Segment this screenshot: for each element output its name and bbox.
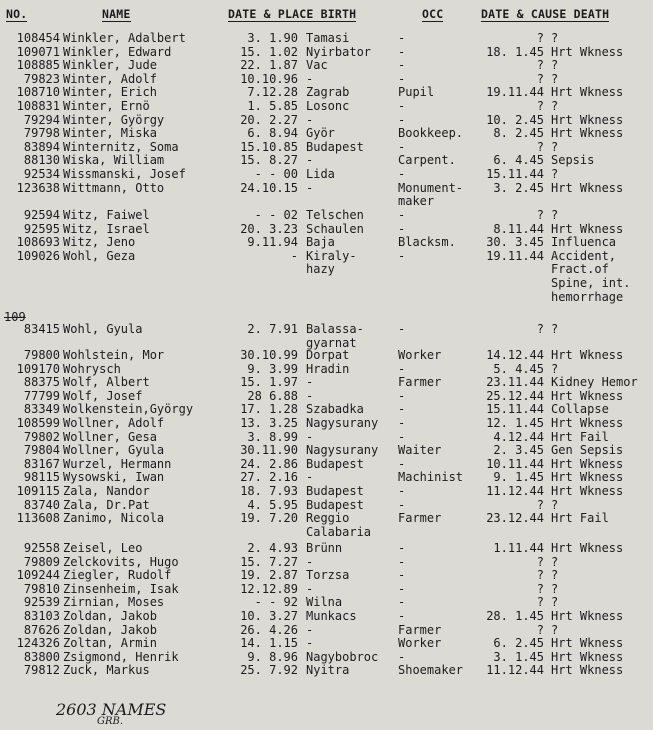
record-death-date: ?	[536, 322, 544, 336]
record-death-date: ?	[536, 31, 544, 45]
record-occupation: -	[398, 484, 406, 498]
record-birth-date: 2. 7.91	[247, 322, 298, 336]
record-number: 108599	[16, 416, 60, 430]
record-death-date: 9. 1.45	[493, 470, 544, 485]
record-death-date: 8. 2.45	[493, 126, 544, 141]
record-number: 92539	[23, 595, 60, 610]
record-number: 83103	[23, 609, 60, 623]
record-number: 88375	[23, 375, 60, 390]
record-cause-of-death: ?	[551, 167, 559, 181]
record-cause-of-death: Hrt Fail	[551, 511, 609, 526]
record-cause-of-death: Sepsis	[551, 153, 595, 168]
record-number: 92534	[23, 167, 60, 181]
record-birth-place: -	[306, 375, 314, 390]
record-death-date: 2. 3.45	[493, 443, 544, 458]
record-number: 87626	[23, 622, 60, 637]
record-birth-date: 28 6.88	[247, 388, 298, 403]
record-cause-of-death: Hrt Wkness	[551, 541, 624, 555]
header-name: NAME	[102, 7, 131, 21]
record-occupation: -	[398, 208, 406, 222]
record-birth-date: 3. 1.90	[247, 31, 298, 45]
record-death-date: 8.11.44	[493, 221, 544, 236]
record-birth-date: 20. 2.27	[240, 112, 298, 127]
record-birth-place: hazy	[306, 262, 335, 277]
record-occupation: -	[398, 554, 406, 569]
record-occupation: Machinist	[398, 470, 464, 485]
record-birth-date: 7.12.28	[247, 85, 298, 100]
record-cause-of-death: Hrt Wkness	[551, 85, 624, 100]
record-birth-place: Budapest	[306, 456, 364, 471]
record-occupation: -	[398, 581, 406, 596]
record-occupation: Farmer	[398, 375, 442, 390]
record-name: Zeisel, Leo	[63, 541, 143, 555]
record-name: Zsigmond, Henrik	[63, 649, 179, 664]
record-occupation: -	[398, 361, 406, 376]
record-number: 79804	[23, 443, 60, 458]
record-number: 79798	[23, 126, 60, 141]
record-name: Zanimo, Nicola	[63, 511, 165, 526]
record-cause-of-death: Hrt Wkness	[551, 180, 624, 195]
record-death-date: 23.12.44	[486, 511, 544, 526]
record-birth-place: Györ	[306, 126, 335, 141]
record-birth-place: -	[306, 581, 314, 596]
handwritten-total: 2603 NAMES	[56, 700, 167, 719]
record-number: 79800	[23, 348, 60, 362]
record-name: Winternitz, Soma	[63, 139, 179, 154]
record-birth-date: 15. 7.27	[240, 554, 298, 569]
record-name: Zuck, Markus	[63, 663, 150, 678]
record-number: 109115	[16, 484, 60, 498]
record-birth-place: Balassa-	[306, 322, 364, 336]
record-birth-date: 19. 7.20	[240, 511, 298, 526]
record-name: Wohl, Gyula	[63, 322, 143, 336]
record-cause-of-death: Hrt Wkness	[551, 649, 624, 664]
record-birth-date: 9. 8.96	[247, 649, 298, 664]
record-number: 109026	[16, 248, 60, 263]
record-name: Winter, Miska	[63, 126, 157, 141]
record-occupation: Pupil	[398, 85, 435, 100]
record-birth-date: -	[290, 248, 298, 263]
record-occupation: -	[398, 541, 406, 555]
record-birth-place: Budapest	[306, 484, 364, 498]
header-no: NO.	[6, 7, 28, 21]
record-occupation: Shoemaker	[398, 663, 464, 678]
record-number: 79812	[23, 663, 60, 678]
record-name: Wohlstein, Mor	[63, 348, 165, 362]
record-cause-of-death: ?	[551, 568, 559, 583]
record-death-date: 15.11.44	[486, 167, 544, 181]
record-name: Zirnian, Moses	[63, 595, 165, 610]
record-birth-place: -	[306, 388, 314, 403]
record-birth-place: -	[306, 636, 314, 651]
record-birth-date: 27. 2.16	[240, 470, 298, 485]
struck-number: 109	[4, 310, 26, 324]
record-occupation: -	[398, 99, 406, 113]
record-occupation: Farmer	[398, 622, 442, 637]
record-birth-date: 10. 3.27	[240, 609, 298, 623]
record-death-date: ?	[536, 568, 544, 583]
record-birth-place: Wilna	[306, 595, 343, 610]
record-cause-of-death: ?	[551, 622, 559, 637]
record-birth-place: Schaulen	[306, 221, 364, 236]
record-birth-date: 14. 1.15	[240, 636, 298, 651]
record-death-date: ?	[536, 58, 544, 73]
record-birth-place: Lida	[306, 167, 335, 181]
record-birth-date: 4. 5.95	[247, 497, 298, 512]
record-birth-place: -	[306, 71, 314, 86]
record-name: Witz, Faiwel	[63, 208, 150, 222]
record-birth-place: Baja	[306, 235, 335, 250]
record-death-date: 14.12.44	[486, 348, 544, 362]
record-occupation: Blacksm.	[398, 235, 456, 250]
record-number: 108831	[16, 99, 60, 113]
record-occupation: Bookkeep.	[398, 126, 464, 141]
record-number: 108710	[16, 85, 60, 100]
record-birth-place: Nagysurany	[306, 416, 379, 430]
record-occupation: -	[398, 167, 406, 181]
record-number: 108693	[16, 235, 60, 250]
record-name: Winkler, Edward	[63, 44, 172, 59]
record-death-date: 6. 2.45	[493, 636, 544, 651]
record-name: Winter, György	[63, 112, 165, 127]
record-birth-place: Losonc	[306, 99, 350, 113]
record-death-date: ?	[536, 99, 544, 113]
record-cause-of-death: ?	[551, 71, 559, 86]
record-death-date: 11.12.44	[486, 484, 544, 498]
record-name: Wollner, Adolf	[63, 416, 165, 430]
record-birth-place: -	[306, 153, 314, 168]
record-death-date: 4.12.44	[493, 429, 544, 444]
record-name: Zoldan, Jakob	[63, 609, 157, 623]
record-birth-date: 2. 4.93	[247, 541, 298, 555]
record-death-date: 3. 1.45	[493, 649, 544, 664]
record-death-date: ?	[536, 595, 544, 610]
record-occupation: -	[398, 609, 406, 623]
record-birth-date: 3. 8.99	[247, 429, 298, 444]
record-death-date: ?	[536, 622, 544, 637]
record-occupation: -	[398, 322, 406, 336]
record-birth-place: -	[306, 554, 314, 569]
record-death-date: ?	[536, 497, 544, 512]
record-occupation: Worker	[398, 348, 442, 362]
record-birth-place: Kiraly-	[306, 248, 357, 263]
record-birth-place: Budapest	[306, 139, 364, 154]
record-birth-place: -	[306, 112, 314, 127]
record-number: 92595	[23, 221, 60, 236]
record-name: Winter, Adolf	[63, 71, 157, 86]
record-birth-date: 9. 3.99	[247, 361, 298, 376]
record-cause-of-death: Hrt Wkness	[551, 484, 624, 498]
record-number: 83349	[23, 402, 60, 417]
record-cause-of-death: ?	[551, 208, 559, 222]
record-occupation: Carpent.	[398, 153, 456, 168]
record-number: 123638	[16, 180, 60, 195]
record-name: Winkler, Adalbert	[63, 31, 186, 45]
record-number: 83740	[23, 497, 60, 512]
record-birth-place: Nagysurany	[306, 443, 379, 458]
record-death-date: 10. 2.45	[486, 112, 544, 127]
record-number: 83894	[23, 139, 60, 154]
record-birth-date: 12.12.89	[240, 581, 298, 596]
record-birth-place: Dorpat	[306, 348, 350, 362]
record-death-date: ?	[536, 581, 544, 596]
handwritten-initials: GRB.	[97, 716, 124, 727]
record-death-date: 1.11.44	[493, 541, 544, 555]
record-birth-place: Nyitra	[306, 663, 350, 678]
record-birth-place: Hradin	[306, 361, 350, 376]
record-name: Zinsenheim, Isak	[63, 581, 179, 596]
record-cause-of-death: Gen Sepsis	[551, 443, 624, 458]
record-cause-of-death: Kidney Hemor	[551, 375, 638, 390]
record-death-date: 5. 4.45	[493, 361, 544, 376]
header-date-place-birth: DATE & PLACE BIRTH	[228, 7, 357, 21]
record-number: 109170	[16, 361, 60, 376]
record-birth-date: 18. 7.93	[240, 484, 298, 498]
record-death-date: ?	[536, 208, 544, 222]
record-number: 79823	[23, 71, 60, 86]
record-birth-place: Zagrab	[306, 85, 350, 100]
record-cause-of-death: ?	[551, 361, 559, 376]
record-number: 109244	[16, 568, 60, 583]
record-name: Winkler, Jude	[63, 58, 157, 73]
record-birth-date: 26. 4.26	[240, 622, 298, 637]
record-birth-place: Nyirbator	[306, 44, 372, 59]
record-birth-date: 13. 3.25	[240, 416, 298, 430]
record-birth-date: 15. 1.02	[240, 44, 298, 59]
record-death-date: 19.11.44	[486, 85, 544, 100]
record-number: 92558	[23, 541, 60, 555]
record-birth-place: Vac	[306, 58, 328, 73]
record-name: Zala, Dr.Pat	[63, 497, 150, 512]
record-name: Wohrysch	[63, 361, 121, 376]
record-number: 79810	[23, 581, 60, 596]
record-birth-date: - - 92	[254, 595, 298, 610]
record-name: Winter, Erich	[63, 85, 157, 100]
record-occupation: -	[398, 595, 406, 610]
record-birth-place: -	[306, 470, 314, 485]
record-occupation: Farmer	[398, 511, 442, 526]
record-name: Winter, Ernö	[63, 99, 150, 113]
record-cause-of-death: ?	[551, 58, 559, 73]
record-death-date: 19.11.44	[486, 248, 544, 263]
record-cause-of-death: Hrt Wkness	[551, 126, 624, 141]
record-name: Ziegler, Rudolf	[63, 568, 172, 583]
record-cause-of-death: ?	[551, 139, 559, 154]
record-cause-of-death: ?	[551, 581, 559, 596]
record-birth-date: 25. 7.92	[240, 663, 298, 678]
record-name: Wollner, Gyula	[63, 443, 165, 458]
record-number: 113608	[16, 511, 60, 526]
record-occupation: -	[398, 248, 406, 263]
record-death-date: 28. 1.45	[486, 609, 544, 623]
record-cause-of-death: Fract.of	[551, 262, 609, 277]
record-death-date: ?	[536, 71, 544, 86]
record-birth-place: -	[306, 180, 314, 195]
record-cause-of-death: Hrt Wkness	[551, 636, 624, 651]
record-birth-date: 20. 3.23	[240, 221, 298, 236]
record-number: 124326	[16, 636, 60, 651]
record-cause-of-death: Hrt Wkness	[551, 456, 624, 471]
record-death-date: 30. 3.45	[486, 235, 544, 250]
record-birth-place: Brünn	[306, 541, 343, 555]
record-death-date: ?	[536, 139, 544, 154]
record-death-date: 12. 1.45	[486, 416, 544, 430]
record-number: 92594	[23, 208, 60, 222]
record-cause-of-death: Hrt Fail	[551, 429, 609, 444]
record-cause-of-death: Hrt Wkness	[551, 44, 624, 59]
record-name: Witz, Jeno	[63, 235, 136, 250]
record-death-date: 15.11.44	[486, 402, 544, 417]
record-number: 109071	[16, 44, 60, 59]
record-birth-place: Szabadka	[306, 402, 364, 417]
record-birth-place: Budapest	[306, 497, 364, 512]
record-name: Wurzel, Hermann	[63, 456, 172, 471]
record-number: 108885	[16, 58, 60, 73]
record-occupation: -	[398, 429, 406, 444]
record-cause-of-death: Spine, int.	[551, 275, 631, 290]
record-occupation: -	[398, 221, 406, 236]
record-name: Wohl, Geza	[63, 248, 136, 263]
record-cause-of-death: ?	[551, 99, 559, 113]
record-occupation: -	[398, 402, 406, 417]
record-cause-of-death: Collapse	[551, 402, 609, 417]
record-occupation: -	[398, 58, 406, 73]
record-birth-date: 22. 1.87	[240, 58, 298, 73]
record-cause-of-death: Accident,	[551, 248, 617, 263]
record-number: 83167	[23, 456, 60, 471]
record-name: Zoltan, Armin	[63, 636, 157, 651]
record-occupation: Worker	[398, 636, 442, 651]
record-death-date: 23.11.44	[486, 375, 544, 390]
record-birth-date: 30.10.99	[240, 348, 298, 362]
record-birth-date: 17. 1.28	[240, 402, 298, 417]
record-cause-of-death: Hrt Wkness	[551, 112, 624, 127]
header-date-cause-death: DATE & CAUSE DEATH	[481, 7, 610, 21]
record-birth-date: 15. 1.97	[240, 375, 298, 390]
record-occupation: Monument-	[398, 180, 464, 195]
record-death-date: 6. 4.45	[493, 153, 544, 168]
record-birth-date: 15.10.85	[240, 139, 298, 154]
record-birth-date: 6. 8.94	[247, 126, 298, 141]
record-name: Wiska, William	[63, 153, 165, 168]
record-occupation: -	[398, 568, 406, 583]
record-number: 83800	[23, 649, 60, 664]
record-birth-date: 10.10.96	[240, 71, 298, 86]
record-number: 79294	[23, 112, 60, 127]
record-occupation: -	[398, 456, 406, 471]
record-cause-of-death: Hrt Wkness	[551, 221, 624, 236]
record-birth-place: Tamasi	[306, 31, 350, 45]
record-cause-of-death: Hrt Wkness	[551, 470, 624, 485]
record-cause-of-death: hemorrhage	[551, 289, 624, 304]
record-cause-of-death: Hrt Wkness	[551, 609, 624, 623]
header-occ: OCC	[422, 7, 444, 21]
record-occupation: -	[398, 416, 406, 430]
record-birth-place: Torzsa	[306, 568, 350, 583]
record-number: 79802	[23, 429, 60, 444]
record-name: Wittmann, Otto	[63, 180, 165, 195]
record-cause-of-death: Hrt Wkness	[551, 348, 624, 362]
record-occupation: -	[398, 139, 406, 154]
record-number: 77799	[23, 388, 60, 403]
record-birth-place: Calabaria	[306, 524, 372, 539]
record-death-date: ?	[536, 554, 544, 569]
record-name: Witz, Israel	[63, 221, 150, 236]
record-cause-of-death: ?	[551, 322, 559, 336]
record-cause-of-death: ?	[551, 31, 559, 45]
record-birth-date: - - 00	[254, 167, 298, 181]
record-death-date: 11.12.44	[486, 663, 544, 678]
record-cause-of-death: Hrt Wkness	[551, 388, 624, 403]
record-occupation: -	[398, 388, 406, 403]
record-cause-of-death: Influenca	[551, 235, 617, 250]
record-cause-of-death: ?	[551, 595, 559, 610]
record-number: 98115	[23, 470, 60, 485]
record-occupation: -	[398, 112, 406, 127]
record-death-date: 18. 1.45	[486, 44, 544, 59]
record-birth-place: -	[306, 622, 314, 637]
record-cause-of-death: ?	[551, 554, 559, 569]
record-birth-place: Nagybobroc	[306, 649, 379, 664]
record-occupation: Waiter	[398, 443, 442, 458]
record-birth-place: Telschen	[306, 208, 364, 222]
record-number: 83415	[23, 322, 60, 336]
record-birth-place: Reggio	[306, 511, 350, 526]
record-birth-date: 15. 8.27	[240, 153, 298, 168]
record-birth-date: 19. 2.87	[240, 568, 298, 583]
record-birth-date: 24. 2.86	[240, 456, 298, 471]
record-cause-of-death: ?	[551, 497, 559, 512]
record-name: Zala, Nandor	[63, 484, 150, 498]
record-death-date: 25.12.44	[486, 388, 544, 403]
record-cause-of-death: Hrt Wkness	[551, 416, 624, 430]
record-name: Wolf, Albert	[63, 375, 150, 390]
record-occupation: -	[398, 44, 406, 59]
record-name: Zelckovits, Hugo	[63, 554, 179, 569]
record-name: Zoldan, Jakob	[63, 622, 157, 637]
record-occupation: -	[398, 649, 406, 664]
record-occupation: -	[398, 497, 406, 512]
record-number: 79809	[23, 554, 60, 569]
record-occupation: -	[398, 31, 406, 45]
record-death-date: 10.11.44	[486, 456, 544, 471]
record-name: Wissmanski, Josef	[63, 167, 186, 181]
record-death-date: 3. 2.45	[493, 180, 544, 195]
record-birth-date: 1. 5.85	[247, 99, 298, 113]
record-name: Wolkenstein,György	[63, 402, 194, 417]
record-cause-of-death: Hrt Wkness	[551, 663, 624, 678]
record-birth-date: 9.11.94	[247, 235, 298, 250]
record-name: Wysowski, Iwan	[63, 470, 165, 485]
record-occupation: maker	[398, 194, 435, 209]
record-birth-date: 24.10.15	[240, 180, 298, 195]
record-birth-date: 30.11.90	[240, 443, 298, 458]
record-name: Wolf, Josef	[63, 388, 143, 403]
record-number: 88130	[23, 153, 60, 168]
record-birth-date: - - 02	[254, 208, 298, 222]
record-birth-place: Munkacs	[306, 609, 357, 623]
record-name: Wollner, Gesa	[63, 429, 157, 444]
record-number: 108454	[16, 31, 60, 45]
record-birth-place: -	[306, 429, 314, 444]
record-birth-place: gyarnat	[306, 335, 357, 350]
record-occupation: -	[398, 71, 406, 86]
